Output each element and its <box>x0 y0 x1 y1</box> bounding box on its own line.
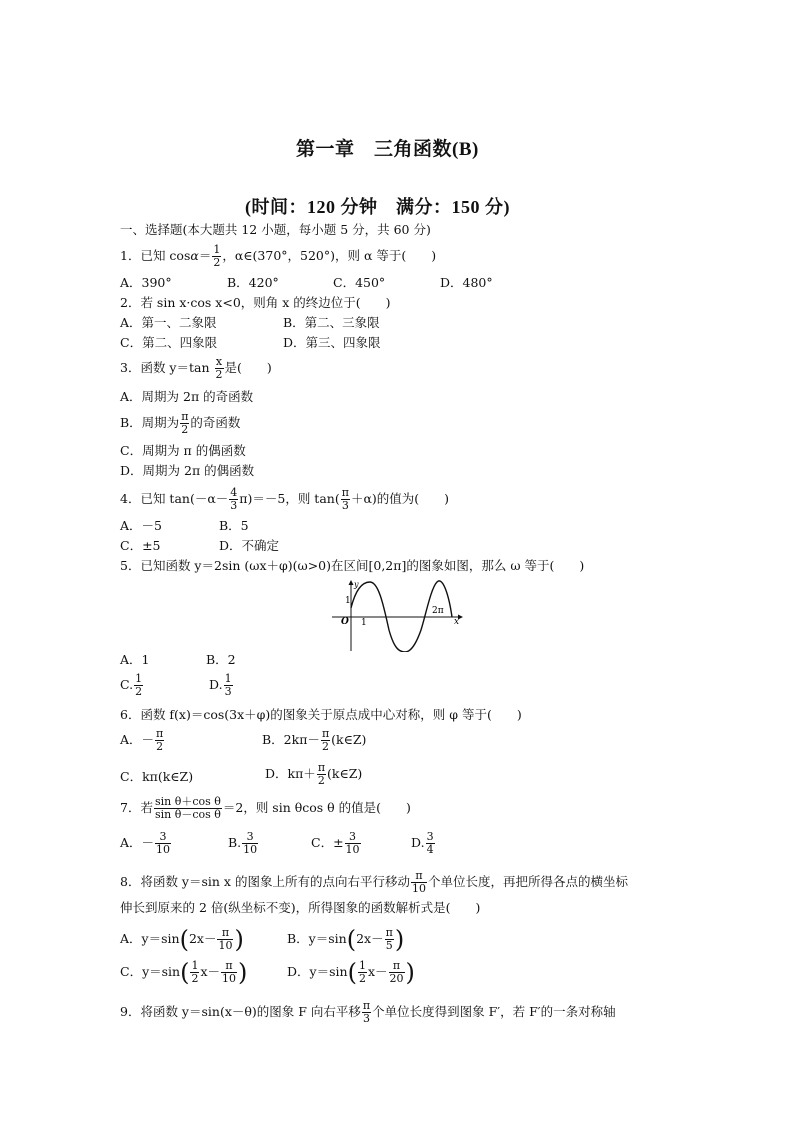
question-3-option-d: D．周期为 2π 的偶函数 <box>120 463 255 478</box>
question-1-option-d: D．480° <box>440 275 493 290</box>
fraction: $\frac{1}{3}$ <box>224 672 232 698</box>
label-origin: O <box>341 617 349 627</box>
fraction: $\frac{\pi}{10}$ <box>222 959 237 985</box>
question-5-option-d: D. $\frac{1}{3}$ <box>209 672 232 698</box>
question-4-option-d: D．不确定 <box>219 538 280 553</box>
question-6-stem: 6．函数 f(x)＝cos(3x＋φ)的图象关于原点成中心对称，则 φ 等于( ) <box>120 707 522 722</box>
fraction: $\frac{\pi}{2}$ <box>317 761 326 787</box>
question-2-option-d: D．第三、四象限 <box>283 335 381 350</box>
question-5-option-c: C. $\frac{1}{2}$ <box>120 672 143 698</box>
question-7-stem: 7．若 $\frac{\text{sin θ＋cos θ}}{\text{sin θ－cos θ}}$ ＝2，则 sin θcos θ 的值是( ) <box>120 795 411 821</box>
fraction: $\frac{x}{2}$ <box>215 355 223 381</box>
question-6-option-c: C．kπ(k∈Z) <box>120 769 194 784</box>
sine-curve <box>351 581 452 652</box>
fraction: $\frac{\pi}{10}$ <box>218 926 233 952</box>
section-heading: 一、选择题(本大题共 12 小题，每小题 5 分，共 60 分) <box>120 222 431 237</box>
question-1-option-c: C．450° <box>333 275 386 290</box>
question-4-option-b: B．5 <box>219 518 249 533</box>
fraction: $\frac{3}{10}$ <box>243 830 258 856</box>
fraction: $\frac{\pi}{20}$ <box>389 959 404 985</box>
question-3-option-a: A．周期为 2π 的奇函数 <box>120 389 254 404</box>
question-8-option-b: B．y＝sin(2x－ $\frac{\pi}{5}$ ) <box>287 925 405 954</box>
fraction: $\frac{\pi}{2}$ <box>181 410 189 436</box>
question-8-option-d: D．y＝sin( $\frac{1}{2}$ x－ $\frac{\pi}{20}$ ) <box>287 958 415 987</box>
fraction: $\frac{\text{sin θ＋cos θ}}{\text{sin θ－cos θ}}$ <box>154 795 221 821</box>
page-subtitle: (时间：120 分钟 满分：150 分) <box>245 197 510 217</box>
question-7-option-a: A．－ $\frac{3}{10}$ <box>120 830 171 856</box>
question-9-stem: 9．将函数 y＝sin(x－θ)的图象 F 向右平移 $\frac{\pi}{3}$ 个单位长度得到图象 F′，若 F′的一条对称轴 <box>120 999 616 1025</box>
fraction: $\frac{3}{10}$ <box>345 830 360 856</box>
question-3-option-b: B．周期为 $\frac{\pi}{2}$ 的奇函数 <box>120 410 241 436</box>
label-one-y: 1 <box>345 596 351 606</box>
question-4-option-a: A．－5 <box>120 518 162 533</box>
fraction: $\frac{3}{4}$ <box>426 830 434 856</box>
question-6-option-a: A．－ $\frac{\pi}{2}$ <box>120 727 164 753</box>
fraction: $\frac{1}{2}$ <box>358 959 366 985</box>
question-3-stem: 3．函数 y＝tan $\frac{x}{2}$ 是( ) <box>120 355 272 381</box>
fraction: $\frac{\pi}{3}$ <box>341 486 349 512</box>
question-8-stem-line-2: 伸长到原来的 2 倍(纵坐标不变)，所得图象的函数解析式是( ) <box>120 900 481 915</box>
question-1-stem: 1．已知 cosα＝ $\frac{1}{2}$ ，α∈(370°，520°)，则 α 等于( ) <box>120 243 437 269</box>
fraction: $\frac{\pi}{3}$ <box>362 999 371 1025</box>
sine-graph-figure <box>330 578 465 652</box>
fraction: $\frac{\pi}{2}$ <box>156 727 164 753</box>
question-4-option-c: C．±5 <box>120 538 161 553</box>
fraction: $\frac{\pi}{2}$ <box>321 727 330 753</box>
fraction: $\frac{\pi}{10}$ <box>411 869 426 895</box>
label-one-x: 1 <box>361 618 367 628</box>
question-7-option-b: B. $\frac{3}{10}$ <box>228 830 258 856</box>
fraction: $\frac{4}{3}$ <box>230 486 238 512</box>
fraction: $\frac{1}{2}$ <box>135 672 143 698</box>
label-y-axis: y <box>354 580 359 589</box>
question-1-option-a: A．390° <box>120 275 172 290</box>
fraction: $\frac{1}{2}$ <box>213 243 221 269</box>
question-1-option-b: B．420° <box>227 275 279 290</box>
question-5-option-b: B．2 <box>206 652 236 667</box>
question-2-option-c: C．第二、四象限 <box>120 335 218 350</box>
question-2-option-a: A．第一、二象限 <box>120 315 217 330</box>
question-8-stem-line-1: 8．将函数 y＝sin x 的图象上所有的点向右平行移动 $\frac{\pi}{10}$ 个单位长度，再把所得各点的横坐标 <box>120 869 628 895</box>
question-2-option-b: B．第二、三象限 <box>283 315 380 330</box>
fraction: $\frac{1}{2}$ <box>191 959 199 985</box>
question-5-option-a: A．1 <box>120 652 150 667</box>
question-8-option-c: C．y＝sin( $\frac{1}{2}$ x－ $\frac{\pi}{10}$ ) <box>120 958 248 987</box>
question-4-stem: 4．已知 tan(－α－ $\frac{4}{3}$ π)＝－5，则 tan( $\frac{\pi}{3}$ ＋α)的值为( ) <box>120 486 450 512</box>
label-two-pi: 2π <box>432 606 444 616</box>
question-2-stem: 2．若 sin x·cos x<0，则角 x 的终边位于( ) <box>120 295 391 310</box>
page-title: 第一章 三角函数(B) <box>296 139 479 160</box>
question-5-stem: 5．已知函数 y＝2sin (ωx＋φ)(ω>0)在区间[0,2π]的图象如图，那么 ω 等于( ) <box>120 558 585 573</box>
y-axis-arrow <box>349 580 354 585</box>
question-6-option-d: D．kπ＋ $\frac{\pi}{2}$ (k∈Z) <box>265 761 363 787</box>
question-8-option-a: A．y＝sin(2x－ $\frac{\pi}{10}$ ) <box>120 925 244 954</box>
label-x-axis: x <box>454 617 460 627</box>
question-7-option-d: D. $\frac{3}{4}$ <box>411 830 434 856</box>
question-6-option-b: B．2kπ－ $\frac{\pi}{2}$ (k∈Z) <box>262 727 367 753</box>
fraction: $\frac{3}{10}$ <box>156 830 171 856</box>
question-3-option-c: C．周期为 π 的偶函数 <box>120 443 246 458</box>
fraction: $\frac{\pi}{5}$ <box>385 926 393 952</box>
question-7-option-c: C．± $\frac{3}{10}$ <box>311 830 360 856</box>
